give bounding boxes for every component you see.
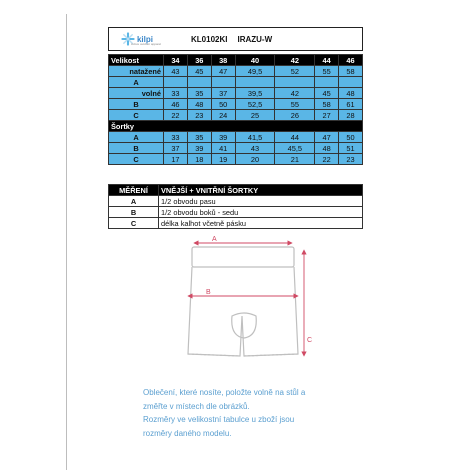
chart-header <box>108 27 363 51</box>
product-code: KL0102KI <box>191 34 228 44</box>
table-row <box>109 143 363 154</box>
size-value: 23 <box>187 110 211 121</box>
measure-key: A <box>109 196 159 207</box>
table-row <box>109 207 363 218</box>
brand-name: kilpi <box>136 34 153 44</box>
size-value: 58 <box>339 66 363 77</box>
size-column-header: 44 <box>315 55 339 66</box>
measure-key: B <box>109 207 159 218</box>
size-value <box>275 77 315 88</box>
size-value: 50 <box>211 99 235 110</box>
size-column-header: 38 <box>211 55 235 66</box>
size-value: 35 <box>187 132 211 143</box>
size-value <box>339 77 363 88</box>
label-b: B <box>206 289 211 296</box>
note-line: změřte v místech dle obrázků. <box>143 401 250 411</box>
size-column-header: 42 <box>275 55 315 66</box>
shorts-illustration <box>180 232 320 382</box>
size-value: 48 <box>315 143 339 154</box>
row-label: A <box>109 132 164 143</box>
size-value <box>315 77 339 88</box>
table-row <box>109 154 363 165</box>
size-value: 17 <box>164 154 188 165</box>
size-value: 35 <box>187 88 211 99</box>
size-value: 23 <box>339 154 363 165</box>
product-model: IRAZU-W <box>237 34 273 44</box>
size-value: 26 <box>275 110 315 121</box>
size-value: 50 <box>339 132 363 143</box>
size-chart-sheet <box>108 27 363 165</box>
size-value <box>164 77 188 88</box>
note-line: Rozměry ve velikostní tabulce u zboží jsou <box>143 415 295 424</box>
waistband-shape <box>192 247 294 267</box>
size-value: 45 <box>315 88 339 99</box>
size-value: 28 <box>339 110 363 121</box>
size-value: 49,5 <box>235 66 275 77</box>
note-line: rozměry daného modelu. <box>143 428 232 438</box>
table-row <box>109 88 363 99</box>
measure-desc: 1/2 obvodu boků - sedu <box>159 207 363 218</box>
row-label: natažené <box>109 66 164 77</box>
size-value: 24 <box>211 110 235 121</box>
measurement-table <box>108 184 363 229</box>
size-value: 25 <box>235 110 275 121</box>
size-header-row <box>109 55 363 66</box>
size-column-header: 36 <box>187 55 211 66</box>
size-value: 47 <box>315 132 339 143</box>
shorts-diagram <box>180 232 320 382</box>
size-value <box>235 77 275 88</box>
size-value: 42 <box>275 88 315 99</box>
measure-desc: 1/2 obvodu pasu <box>159 196 363 207</box>
size-value: 22 <box>315 154 339 165</box>
size-value: 27 <box>315 110 339 121</box>
size-table <box>108 54 363 165</box>
size-value: 43 <box>164 66 188 77</box>
table-row <box>109 218 363 229</box>
size-value: 45,5 <box>275 143 315 154</box>
size-value: 20 <box>235 154 275 165</box>
size-value: 21 <box>275 154 315 165</box>
row-label: volné <box>109 88 164 99</box>
measure-desc: délka kalhot včetně pásku <box>159 218 363 229</box>
label-a: A <box>212 236 217 243</box>
row-label: A <box>109 77 164 88</box>
size-value: 55 <box>315 66 339 77</box>
size-column-header: 46 <box>339 55 363 66</box>
size-value: 41,5 <box>235 132 275 143</box>
measure-key: C <box>109 218 159 229</box>
table-row <box>109 132 363 143</box>
size-value: 44 <box>275 132 315 143</box>
crotch-shape <box>232 313 257 338</box>
size-value: 33 <box>164 88 188 99</box>
table-row <box>109 110 363 121</box>
size-value: 37 <box>164 143 188 154</box>
brand-logo <box>109 29 165 49</box>
size-value: 61 <box>339 99 363 110</box>
size-column-header: 40 <box>235 55 275 66</box>
size-value <box>187 77 211 88</box>
measurement-header-row <box>109 185 363 196</box>
size-value: 22 <box>164 110 188 121</box>
note-line: Oblečení, které nosíte, položte volně na stůl a <box>143 388 306 397</box>
shorts-section-label: Šortky <box>109 121 363 132</box>
size-value <box>211 77 235 88</box>
size-value: 18 <box>187 154 211 165</box>
size-value: 39 <box>211 132 235 143</box>
row-label: C <box>109 110 164 121</box>
size-value: 52,5 <box>235 99 275 110</box>
shorts-body-shape <box>188 267 298 356</box>
size-value: 48 <box>187 99 211 110</box>
size-value: 19 <box>211 154 235 165</box>
size-value: 52 <box>275 66 315 77</box>
size-value: 46 <box>164 99 188 110</box>
size-header-label: Velikost <box>109 55 164 66</box>
size-value: 45 <box>187 66 211 77</box>
table-row <box>109 77 363 88</box>
size-value: 37 <box>211 88 235 99</box>
size-value: 51 <box>339 143 363 154</box>
size-value: 39,5 <box>235 88 275 99</box>
size-column-header: 34 <box>164 55 188 66</box>
row-label: B <box>109 143 164 154</box>
size-value: 47 <box>211 66 235 77</box>
table-row <box>109 66 363 77</box>
measuring-note <box>143 386 313 440</box>
table-row <box>109 196 363 207</box>
label-c: C <box>307 337 313 344</box>
shorts-section-row <box>109 121 363 132</box>
size-value: 39 <box>187 143 211 154</box>
measurement-col-header: MĚŘENÍ <box>109 185 159 196</box>
row-label: C <box>109 154 164 165</box>
size-value: 58 <box>315 99 339 110</box>
row-label: B <box>109 99 164 110</box>
size-value: 33 <box>164 132 188 143</box>
shorts-col-header: VNĚJŠÍ + VNITŘNÍ ŠORTKY <box>159 185 363 196</box>
size-value: 43 <box>235 143 275 154</box>
brand-tagline: Active outdoor apparel <box>131 42 162 46</box>
size-value: 41 <box>211 143 235 154</box>
size-value: 48 <box>339 88 363 99</box>
page-divider-line <box>66 14 67 470</box>
size-value: 55 <box>275 99 315 110</box>
table-row <box>109 99 363 110</box>
